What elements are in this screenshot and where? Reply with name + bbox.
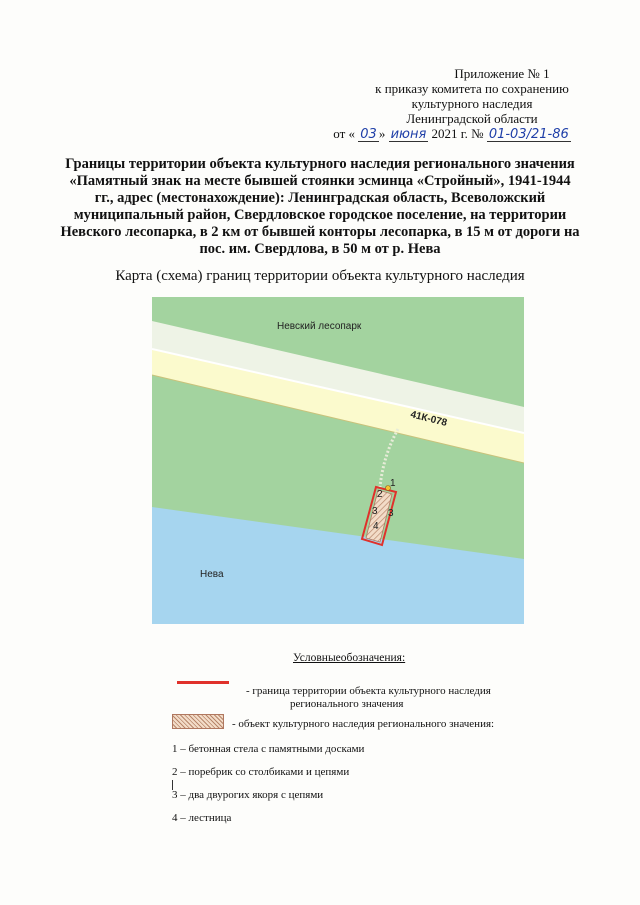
marker-1: 1 [390,478,396,489]
marker-2: 2 [377,489,383,500]
boundary-line-symbol [177,681,229,684]
document-title: Границы территории объекта культурного наследия регионального значения «Памятный знак на месте бывшей стоянки эсминца «Стройный», 1941-1944 гг., адрес (местонахождение): Ленинградская область, Всеволожский муниципальный район, Свердловское городское поселение, на территории Невского лесопарка, в 2 км от бывшей конторы лесопарка, в 15 м от дороги на пос. им. Свердлова, в 50 м от р. Нева [60,156,580,257]
handwritten-day: 03 [360,127,377,142]
label-park: Невский лесопарк [277,321,362,332]
label-river: Нева [200,569,224,580]
legend-heading: Условныеобозначения: [293,652,406,664]
legend-item-4: 4 – лестница [172,812,232,824]
legend-item-1: 1 – бетонная стела с памятными досками [172,743,365,755]
order-line: к приказу комитета по сохранению [375,81,569,96]
appendix-number: Приложение № 1 [454,66,550,81]
boundary-legend-text-2: регионального значения [290,698,404,710]
marker-4: 4 [373,521,379,532]
marker-3b: 3 [388,508,394,519]
year-text: 2021 г. № [431,126,484,141]
handwritten-order-number: 01-03/21-86 [488,127,569,142]
order-date-line [302,126,602,142]
boundary-legend-text-1: - граница территории объекта культурного наследия [246,685,491,697]
label-road: 41К-078 [409,409,449,429]
object-hatch-symbol [172,714,224,729]
object-legend-text: - объект культурного наследия регионального значения: [232,718,495,730]
date-prefix: от « [333,126,356,141]
marker-3a: 3 [372,506,378,517]
date-mid: » [378,126,386,141]
handwritten-month: июня [390,127,427,142]
territory-map [152,297,524,624]
map-caption: Карта (схема) границ территории объекта культурного наследия [115,268,525,284]
committee-line: культурного наследия [411,96,533,111]
legend-item-3: 3 – два двурогих якоря с цепями [172,789,324,801]
region-line: Ленинградской области [406,111,538,126]
appendix-header [333,66,602,142]
legend-item-2: 2 – поребрик со столбиками и цепями [172,766,350,778]
